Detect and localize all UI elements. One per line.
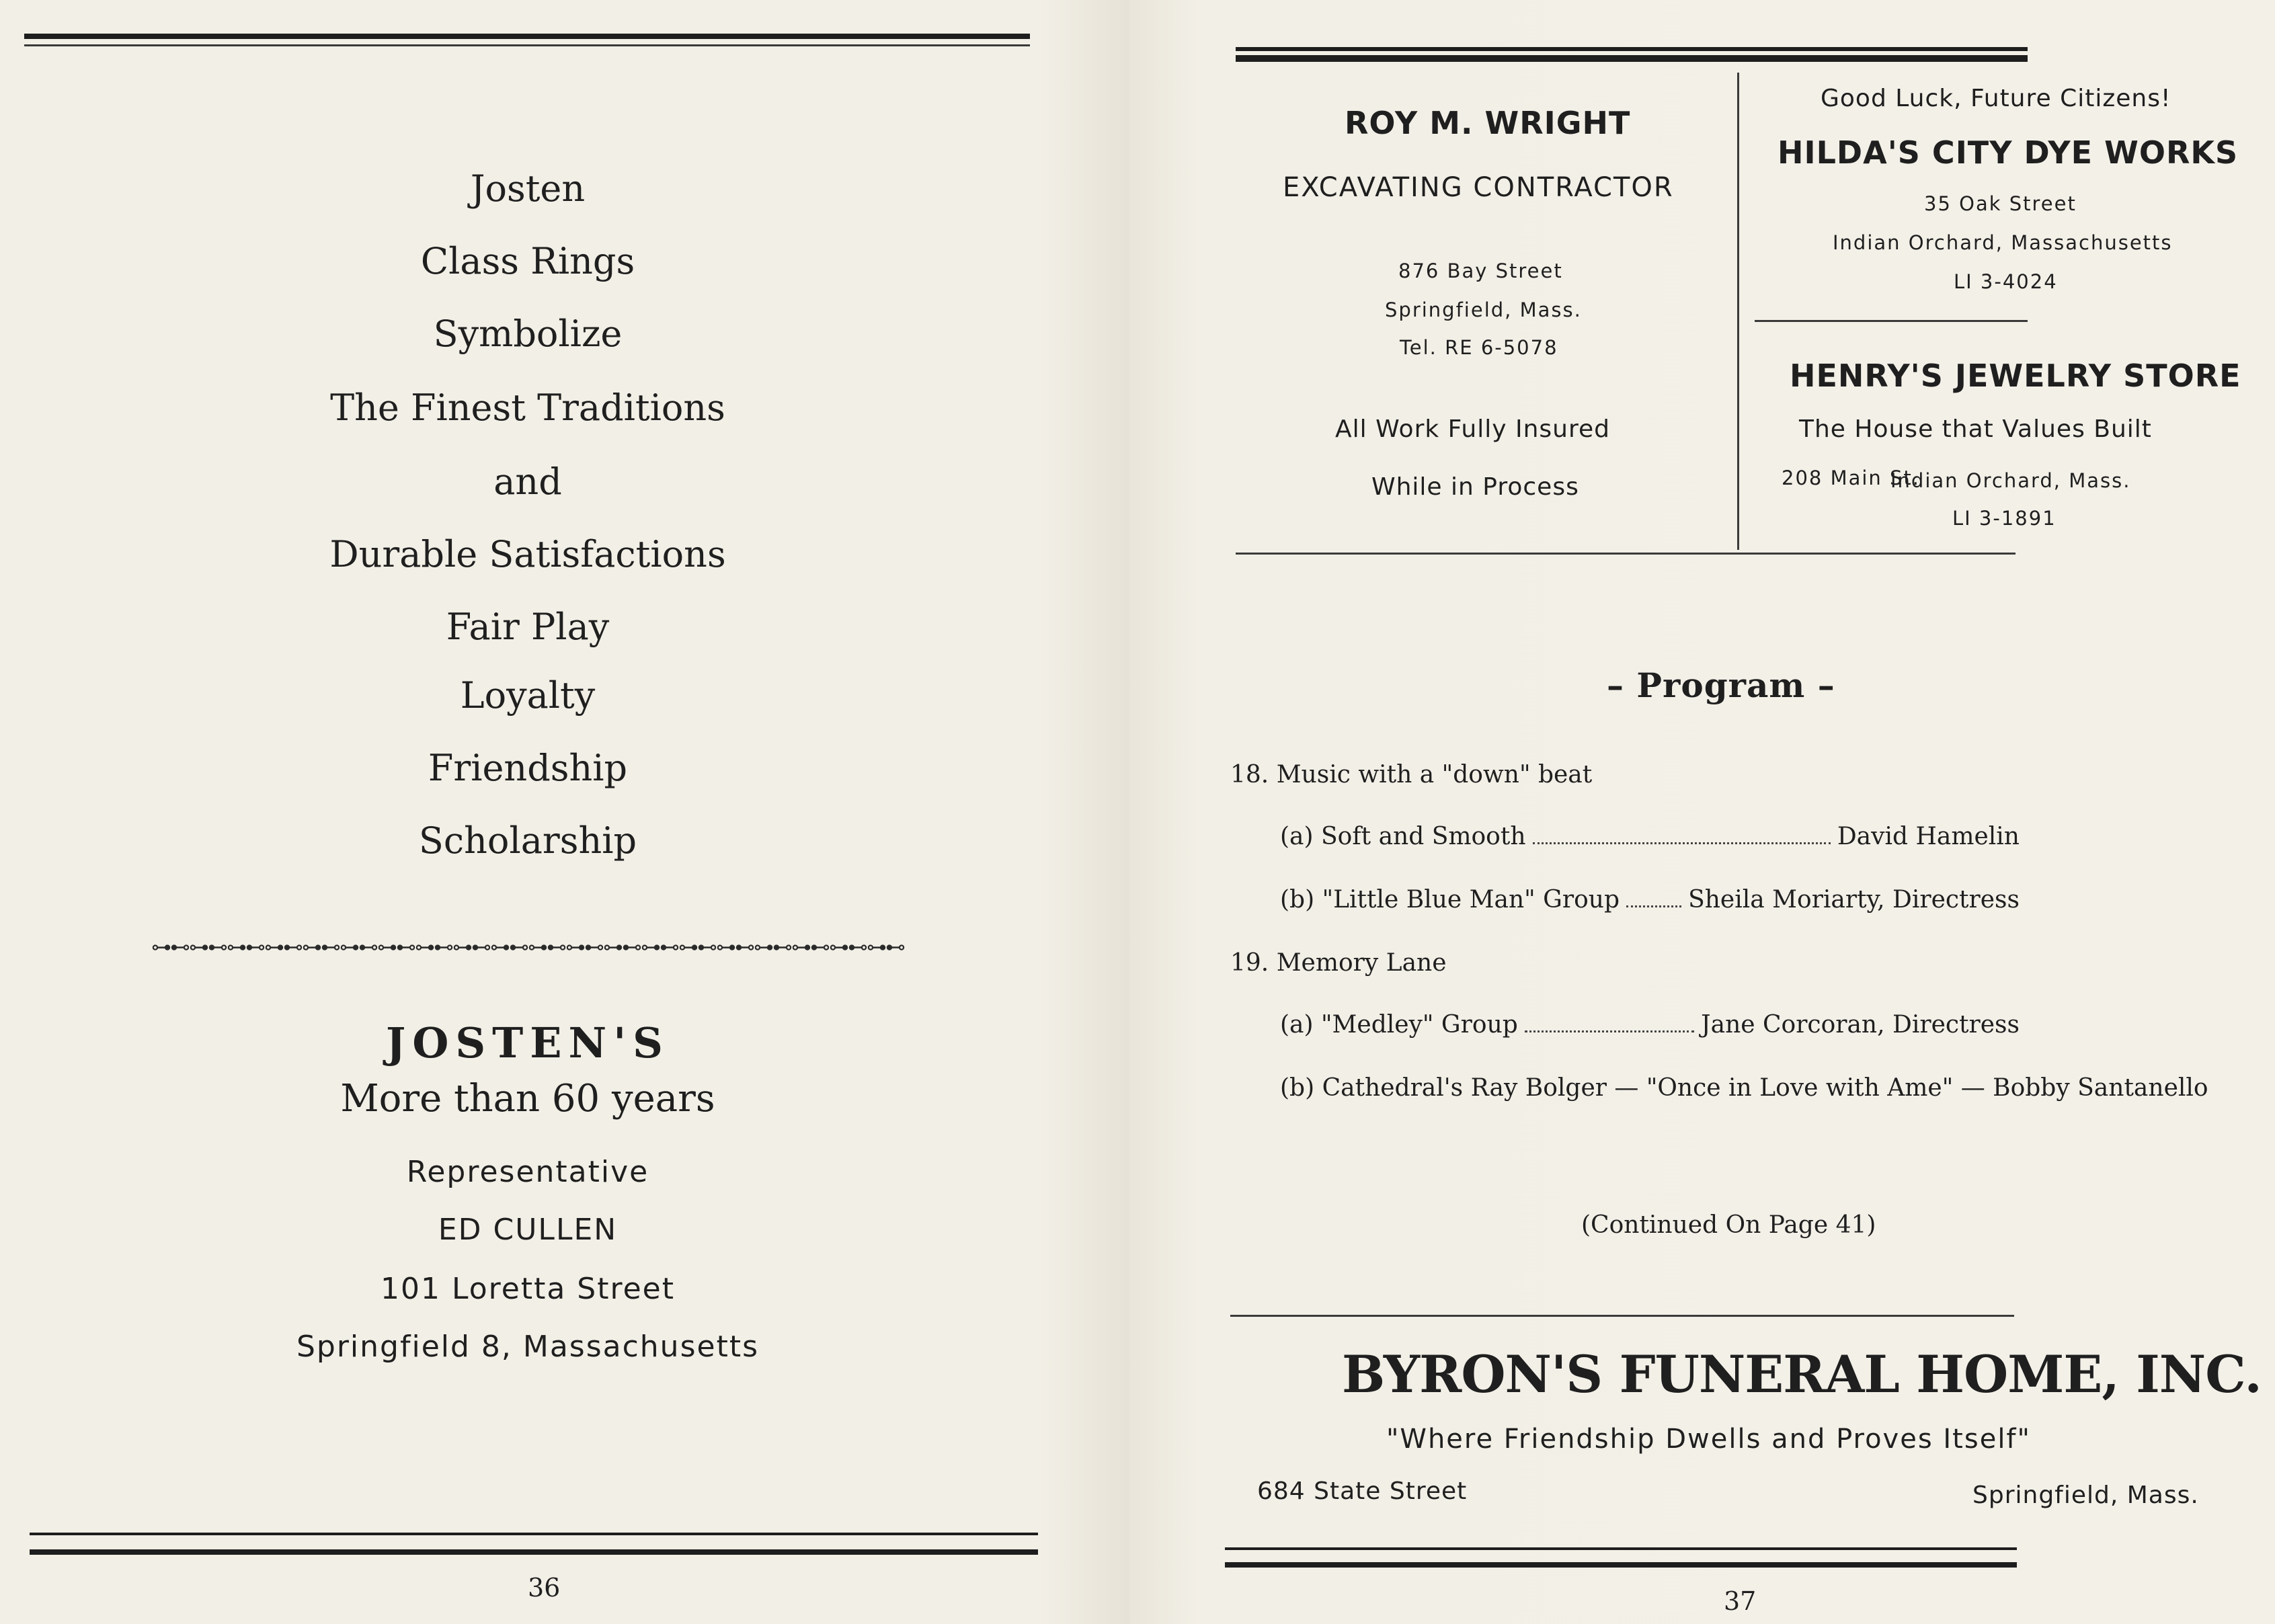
top-rule: [24, 34, 1030, 39]
program-item-performer: David Hamelin: [1837, 823, 2020, 850]
hilda-street: 35 Oak Street: [1924, 192, 2077, 215]
program-item-label: (b) "Little Blue Man" Group: [1280, 886, 1620, 914]
ad-horizontal-divider: [1755, 320, 2028, 322]
program-item: [1280, 823, 2020, 850]
program-item-header: [1230, 949, 1447, 977]
rep-street: 101 Loretta Street: [381, 1272, 675, 1306]
motto-line: Friendship: [428, 747, 628, 789]
top-rule: [1236, 47, 2028, 51]
ornament-divider: ⊶⊷⊶⊷⊶⊷⊶⊷⊶⊷⊶⊷⊶⊷⊶⊷⊶⊷⊶⊷⊶⊷⊶⊷⊶⊷⊶⊷⊶⊷⊶⊷⊶⊷⊶⊷⊶⊷⊶⊷: [151, 936, 904, 959]
top-rule-thick: [1236, 55, 2028, 62]
wright-phone: Tel. RE 6-5078: [1400, 336, 1558, 359]
hilda-city: Indian Orchard, Massachusetts: [1833, 231, 2173, 254]
bottom-rule-thick: [1225, 1562, 2017, 1568]
page-number: 36: [528, 1573, 561, 1602]
wright-line1: All Work Fully Insured: [1335, 415, 1610, 443]
henry-city: Indian Orchard, Mass.: [1890, 469, 2131, 492]
henry-street: 208 Main St.: [1782, 466, 1921, 489]
wright-street: 876 Bay Street: [1398, 259, 1563, 282]
bottom-rule: [30, 1533, 1038, 1535]
program-item-label: (a) Soft and Smooth: [1280, 823, 1526, 850]
program-item-header: [1230, 761, 1592, 788]
program-heading: – Program –: [1607, 665, 1835, 705]
program-item-label: (a) "Medley" Group: [1280, 1011, 1518, 1039]
left-page: [0, 0, 1129, 1624]
program-item: [1280, 1011, 2020, 1039]
byron-city: Springfield, Mass.: [1972, 1481, 2199, 1509]
program-item-label: (b) Cathedral's Ray Bolger — "Once in Love with Ame" — Bobby Santanello: [1280, 1074, 2208, 1102]
continued-note: [1581, 1211, 1876, 1239]
motto-line: Josten: [470, 167, 586, 210]
motto-line: Symbolize: [433, 313, 623, 355]
henry-slogan: The House that Values Built: [1799, 415, 2152, 443]
program-item-performer: Jane Corcoran, Directress: [1701, 1011, 2020, 1039]
bottom-rule: [1225, 1547, 2017, 1550]
motto-line: Fair Play: [446, 606, 610, 648]
program-item-label: 18. Music with a "down" beat: [1230, 761, 1593, 788]
program-item: [1280, 1074, 2208, 1102]
motto-line: Scholarship: [418, 819, 637, 862]
brand-name: JOSTEN'S: [386, 1018, 670, 1067]
program-item-label: 19. Memory Lane: [1230, 949, 1447, 977]
henry-name: HENRY'S JEWELRY STORE: [1790, 358, 2241, 394]
dot-leader: [1525, 1030, 1694, 1032]
byron-name: BYRON'S FUNERAL HOME, INC.: [1342, 1344, 2262, 1404]
hilda-phone: LI 3-4024: [1954, 270, 2058, 293]
rep-city: Springfield 8, Massachusetts: [296, 1330, 759, 1364]
top-hairline: [24, 44, 1030, 46]
motto-line: Class Rings: [420, 240, 635, 282]
hilda-name: HILDA'S CITY DYE WORKS: [1778, 134, 2239, 171]
henry-phone: LI 3-1891: [1952, 507, 2057, 530]
wright-line2: While in Process: [1371, 473, 1579, 501]
byron-street: 684 State Street: [1257, 1477, 1468, 1505]
motto-line: The Finest Traditions: [330, 387, 725, 429]
program-item: [1280, 886, 2020, 914]
funeral-top-rule: [1230, 1315, 2014, 1317]
byron-slogan: "Where Friendship Dwells and Proves Itself": [1386, 1424, 2031, 1455]
ads-bottom-rule: [1236, 553, 2015, 555]
right-page: [1129, 0, 2275, 1624]
motto-line: and: [493, 460, 562, 503]
hilda-greeting: Good Luck, Future Citizens!: [1821, 85, 2171, 112]
motto-line: Loyalty: [460, 674, 596, 717]
program-item-performer: Sheila Moriarty, Directress: [1688, 886, 2020, 914]
wright-title: EXCAVATING CONTRACTOR: [1283, 172, 1674, 203]
dot-leader: [1533, 842, 1831, 844]
wright-name: ROY M. WRIGHT: [1345, 105, 1631, 141]
page-number: 37: [1724, 1586, 1757, 1616]
rep-label: Representative: [406, 1155, 649, 1189]
dot-leader: [1626, 905, 1681, 907]
continued-text: (Continued On Page 41): [1581, 1211, 1876, 1239]
rep-name: ED CULLEN: [438, 1213, 618, 1247]
bottom-rule-thick: [30, 1549, 1038, 1555]
brand-tagline: More than 60 years: [340, 1077, 715, 1121]
wright-city: Springfield, Mass.: [1385, 298, 1582, 321]
ad-vertical-divider: [1737, 73, 1739, 550]
motto-line: Durable Satisfactions: [329, 533, 726, 575]
